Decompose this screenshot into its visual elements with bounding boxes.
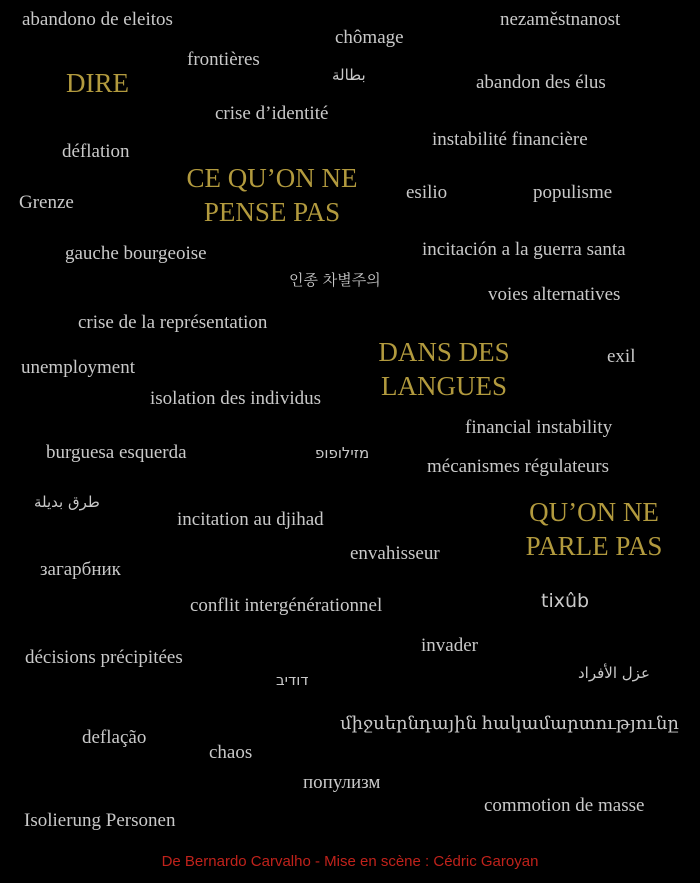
word: conflit intergénérationnel <box>190 595 383 616</box>
title-dire: DIRE <box>66 68 129 98</box>
word: financial instability <box>465 417 613 438</box>
credit-line: De Bernardo Carvalho - Mise en scène : Cédric Garoyan <box>161 853 539 870</box>
title-line: QU’ON NE <box>529 497 659 527</box>
word: isolation des individus <box>150 388 321 409</box>
word: décisions précipitées <box>25 647 183 668</box>
title-block-languages <box>365 335 523 403</box>
word: voies alternatives <box>488 284 621 305</box>
title-line: CE QU’ON NE <box>186 163 358 193</box>
word: միջսերնդային հակամարտությունը <box>340 713 679 733</box>
word: instabilité financière <box>432 129 588 150</box>
word: abandon des élus <box>476 72 606 93</box>
word: abandono de eleitos <box>22 9 173 30</box>
word: commotion de masse <box>484 795 645 816</box>
word: بطالة <box>332 66 366 84</box>
word: דודיב <box>276 671 309 689</box>
word: загарбник <box>40 559 121 580</box>
word: incitación a la guerra santa <box>422 239 626 260</box>
word: frontières <box>187 49 260 70</box>
word: exil <box>607 346 636 367</box>
word: gauche bourgeoise <box>65 243 207 264</box>
title-block-think <box>172 161 372 229</box>
title-line: PENSE PAS <box>203 197 341 227</box>
word: mécanismes régulateurs <box>427 456 610 477</box>
word: deflação <box>82 727 147 748</box>
word: Grenze <box>19 192 74 213</box>
word: 인종 차별주의 <box>289 271 381 289</box>
title-line: DANS DES <box>378 337 510 367</box>
word: esilio <box>406 182 448 203</box>
word: chômage <box>335 27 404 48</box>
word: populisme <box>533 182 613 203</box>
title-block-speak <box>512 495 676 563</box>
word: unemployment <box>21 357 135 378</box>
word: nezaměstnanost <box>500 9 621 30</box>
title-line: LANGUES <box>381 371 507 401</box>
word: طرق بديلة <box>34 493 100 511</box>
word: Isolierung Personen <box>24 810 176 831</box>
word: invader <box>421 635 478 656</box>
title-line: PARLE PAS <box>525 531 663 561</box>
word: incitation au djihad <box>177 509 324 530</box>
word: crise d’identité <box>215 103 329 124</box>
word: déflation <box>62 141 130 162</box>
word: chaos <box>209 742 253 763</box>
word: מזילופופ <box>315 444 370 462</box>
word: عزل الأفراد <box>578 664 650 682</box>
word: популизм <box>303 772 381 793</box>
word: crise de la représentation <box>78 312 268 333</box>
word: envahisseur <box>350 543 440 564</box>
word: burguesa esquerda <box>46 442 187 463</box>
word: tixûb <box>541 590 590 612</box>
